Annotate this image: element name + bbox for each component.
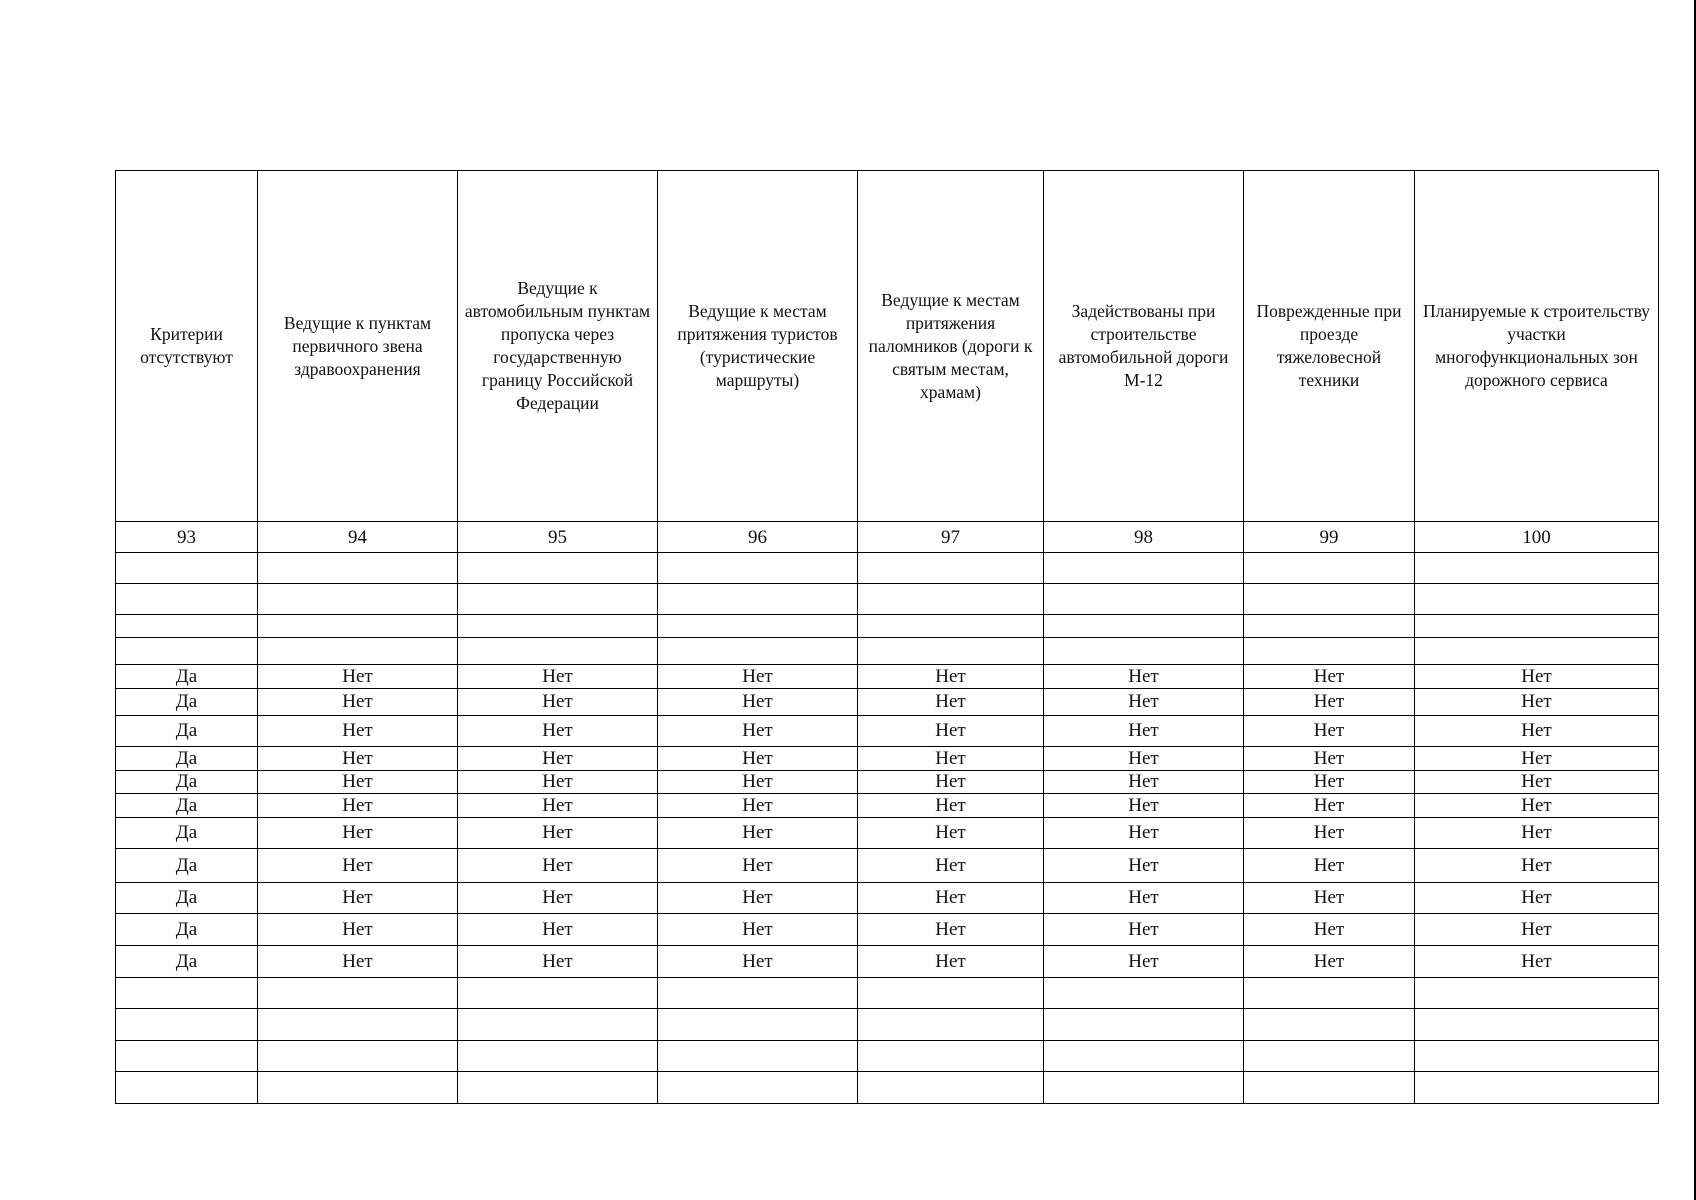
table-cell: Нет <box>1244 665 1415 689</box>
column-number-cell: 100 <box>1415 522 1659 553</box>
column-number-cell: 98 <box>1044 522 1244 553</box>
table-cell: Нет <box>458 716 658 747</box>
table-cell: Нет <box>258 818 458 849</box>
table-row <box>116 584 1659 615</box>
table-cell: Нет <box>458 794 658 818</box>
table-cell: Нет <box>1415 818 1659 849</box>
table-cell <box>1244 1041 1415 1072</box>
table-cell: Нет <box>1044 883 1244 914</box>
table-cell: Да <box>116 771 258 794</box>
table-cell <box>458 638 658 665</box>
table-cell <box>858 615 1044 638</box>
criteria-table <box>115 170 1659 1104</box>
table-cell <box>458 1072 658 1104</box>
table-cell <box>258 553 458 584</box>
table-row <box>116 978 1659 1009</box>
table-cell <box>116 553 258 584</box>
table-cell: Нет <box>1244 716 1415 747</box>
table-cell: Нет <box>658 818 858 849</box>
table-cell: Нет <box>258 747 458 771</box>
table-cell: Нет <box>258 794 458 818</box>
table-cell: Нет <box>1244 771 1415 794</box>
table-cell <box>858 1041 1044 1072</box>
table-cell: Нет <box>1044 747 1244 771</box>
table-cell: Нет <box>258 914 458 946</box>
table-cell: Нет <box>258 849 458 883</box>
table-cell: Нет <box>1044 914 1244 946</box>
column-number-cell: 96 <box>658 522 858 553</box>
table-cell: Нет <box>1415 771 1659 794</box>
table-cell: Нет <box>658 794 858 818</box>
table-cell: Нет <box>1415 747 1659 771</box>
table-cell <box>1244 1072 1415 1104</box>
table-row <box>116 553 1659 584</box>
table-cell: Да <box>116 665 258 689</box>
header-cell: Ведущие к местам притяжения туристов (туристические маршруты) <box>658 171 858 522</box>
table-cell: Нет <box>258 771 458 794</box>
table-cell: Нет <box>1415 946 1659 978</box>
table-cell <box>116 1072 258 1104</box>
table-row <box>116 689 1659 716</box>
table-cell: Нет <box>1044 771 1244 794</box>
column-number-row <box>116 522 1659 553</box>
table-cell: Нет <box>1415 689 1659 716</box>
table-cell: Нет <box>1044 716 1244 747</box>
table-cell <box>1415 638 1659 665</box>
table-cell <box>458 978 658 1009</box>
table-cell <box>858 978 1044 1009</box>
table-row <box>116 1041 1659 1072</box>
table-cell <box>1044 1009 1244 1041</box>
table-cell <box>1415 1072 1659 1104</box>
table-cell: Нет <box>1415 794 1659 818</box>
table-cell: Нет <box>1044 946 1244 978</box>
table-cell: Нет <box>658 914 858 946</box>
table-cell <box>1044 553 1244 584</box>
table-cell <box>1415 584 1659 615</box>
table-cell <box>1044 978 1244 1009</box>
table-cell: Да <box>116 914 258 946</box>
table-cell: Нет <box>858 818 1044 849</box>
table-cell <box>458 553 658 584</box>
table-cell <box>858 1072 1044 1104</box>
table-cell <box>1044 584 1244 615</box>
column-number-cell: 93 <box>116 522 258 553</box>
table-row <box>116 615 1659 638</box>
table-cell: Нет <box>458 689 658 716</box>
table-cell: Нет <box>1044 689 1244 716</box>
column-number-cell: 99 <box>1244 522 1415 553</box>
table-cell: Нет <box>858 914 1044 946</box>
table-cell <box>658 615 858 638</box>
table-row <box>116 771 1659 794</box>
table-cell <box>658 1041 858 1072</box>
table-cell: Нет <box>1244 946 1415 978</box>
table-cell: Нет <box>658 883 858 914</box>
table-cell: Нет <box>1044 665 1244 689</box>
table-row <box>116 1072 1659 1104</box>
table-cell: Да <box>116 716 258 747</box>
table-cell <box>1244 553 1415 584</box>
table-cell: Нет <box>458 883 658 914</box>
table-cell: Нет <box>858 946 1044 978</box>
header-cell: Ведущие к автомобильным пунктам пропуска через государственную границу Российской Федерации <box>458 171 658 522</box>
table-row <box>116 849 1659 883</box>
table-cell: Нет <box>1415 849 1659 883</box>
table-cell <box>116 1041 258 1072</box>
table-cell <box>858 1009 1044 1041</box>
table-cell <box>116 584 258 615</box>
table-cell: Нет <box>458 665 658 689</box>
table-cell <box>1415 1041 1659 1072</box>
table-cell: Да <box>116 883 258 914</box>
table-cell <box>1244 978 1415 1009</box>
table-cell: Нет <box>1244 849 1415 883</box>
table-cell: Нет <box>1244 818 1415 849</box>
table-cell: Нет <box>1415 914 1659 946</box>
table-cell: Нет <box>658 946 858 978</box>
table-cell <box>258 584 458 615</box>
table-cell <box>258 1009 458 1041</box>
table-row <box>116 638 1659 665</box>
table-cell: Нет <box>258 689 458 716</box>
table-cell <box>258 638 458 665</box>
table-cell <box>1244 615 1415 638</box>
table-cell: Нет <box>858 747 1044 771</box>
table-cell: Да <box>116 946 258 978</box>
table-row <box>116 747 1659 771</box>
table-cell <box>1415 978 1659 1009</box>
table-cell <box>658 1009 858 1041</box>
table-cell <box>258 1041 458 1072</box>
table-cell: Да <box>116 689 258 716</box>
table-cell: Нет <box>1244 914 1415 946</box>
table-cell: Нет <box>458 914 658 946</box>
table-cell: Да <box>116 818 258 849</box>
header-cell: Ведущие к местам притяжения паломников (дороги к святым местам, храмам) <box>858 171 1044 522</box>
table-cell <box>458 615 658 638</box>
table-cell <box>1415 615 1659 638</box>
table-cell <box>1244 584 1415 615</box>
table-cell: Да <box>116 794 258 818</box>
table-cell <box>1044 1072 1244 1104</box>
column-number-cell: 95 <box>458 522 658 553</box>
table-cell: Нет <box>858 883 1044 914</box>
table-cell: Нет <box>458 818 658 849</box>
table-cell <box>116 638 258 665</box>
table-cell: Нет <box>458 849 658 883</box>
table-cell <box>658 638 858 665</box>
table-row <box>116 946 1659 978</box>
table-cell <box>116 615 258 638</box>
table-cell: Нет <box>658 689 858 716</box>
table-cell <box>1044 615 1244 638</box>
table-cell <box>858 553 1044 584</box>
table-cell: Нет <box>858 689 1044 716</box>
table-cell <box>658 978 858 1009</box>
table-row <box>116 716 1659 747</box>
table-cell: Нет <box>658 665 858 689</box>
table-cell <box>258 978 458 1009</box>
table-cell: Нет <box>1244 689 1415 716</box>
table-cell: Нет <box>858 665 1044 689</box>
header-cell: Ведущие к пунктам первичного звена здравоохранения <box>258 171 458 522</box>
table-cell: Нет <box>458 747 658 771</box>
table-cell: Нет <box>258 946 458 978</box>
header-cell: Задействованы при строительстве автомобильной дороги М-12 <box>1044 171 1244 522</box>
table-cell <box>858 638 1044 665</box>
table-row <box>116 794 1659 818</box>
table-cell <box>658 584 858 615</box>
table-cell: Нет <box>858 794 1044 818</box>
table-cell <box>1044 1041 1244 1072</box>
table-cell: Нет <box>1244 794 1415 818</box>
header-row <box>116 171 1659 522</box>
header-cell: Планируемые к строительству участки многофункциональных зон дорожного сервиса <box>1415 171 1659 522</box>
table-cell <box>458 1009 658 1041</box>
table-cell <box>1415 553 1659 584</box>
table-cell <box>1244 1009 1415 1041</box>
table-cell: Да <box>116 849 258 883</box>
table-cell: Нет <box>658 849 858 883</box>
table-cell <box>658 553 858 584</box>
table-cell: Нет <box>458 771 658 794</box>
table-cell <box>658 1072 858 1104</box>
table-cell: Нет <box>1415 665 1659 689</box>
table-cell: Нет <box>258 716 458 747</box>
table-cell: Нет <box>658 747 858 771</box>
table-cell: Нет <box>658 716 858 747</box>
table-cell: Нет <box>858 771 1044 794</box>
table-cell <box>458 584 658 615</box>
column-number-cell: 94 <box>258 522 458 553</box>
table-cell <box>258 615 458 638</box>
table-cell <box>858 584 1044 615</box>
table-cell: Нет <box>858 849 1044 883</box>
table-cell: Нет <box>458 946 658 978</box>
table-cell <box>458 1041 658 1072</box>
table-cell <box>1044 638 1244 665</box>
header-cell: Поврежденные при проезде тяжеловесной техники <box>1244 171 1415 522</box>
table-cell <box>258 1072 458 1104</box>
table-cell: Нет <box>1044 794 1244 818</box>
table-row <box>116 665 1659 689</box>
table-row <box>116 818 1659 849</box>
table-cell: Нет <box>1244 883 1415 914</box>
table-cell: Нет <box>1044 818 1244 849</box>
table-cell: Нет <box>1044 849 1244 883</box>
table-cell: Да <box>116 747 258 771</box>
table-cell <box>116 1009 258 1041</box>
table-row <box>116 883 1659 914</box>
header-cell: Критерии отсутствуют <box>116 171 258 522</box>
table-row <box>116 1009 1659 1041</box>
table-cell: Нет <box>1415 716 1659 747</box>
table-cell: Нет <box>658 771 858 794</box>
table-cell: Нет <box>858 716 1044 747</box>
table-cell <box>1244 638 1415 665</box>
table-cell: Нет <box>258 883 458 914</box>
table-cell <box>1415 1009 1659 1041</box>
table-row <box>116 914 1659 946</box>
table-cell: Нет <box>1415 883 1659 914</box>
table-cell: Нет <box>1244 747 1415 771</box>
column-number-cell: 97 <box>858 522 1044 553</box>
table-cell: Нет <box>258 665 458 689</box>
table-cell <box>116 978 258 1009</box>
